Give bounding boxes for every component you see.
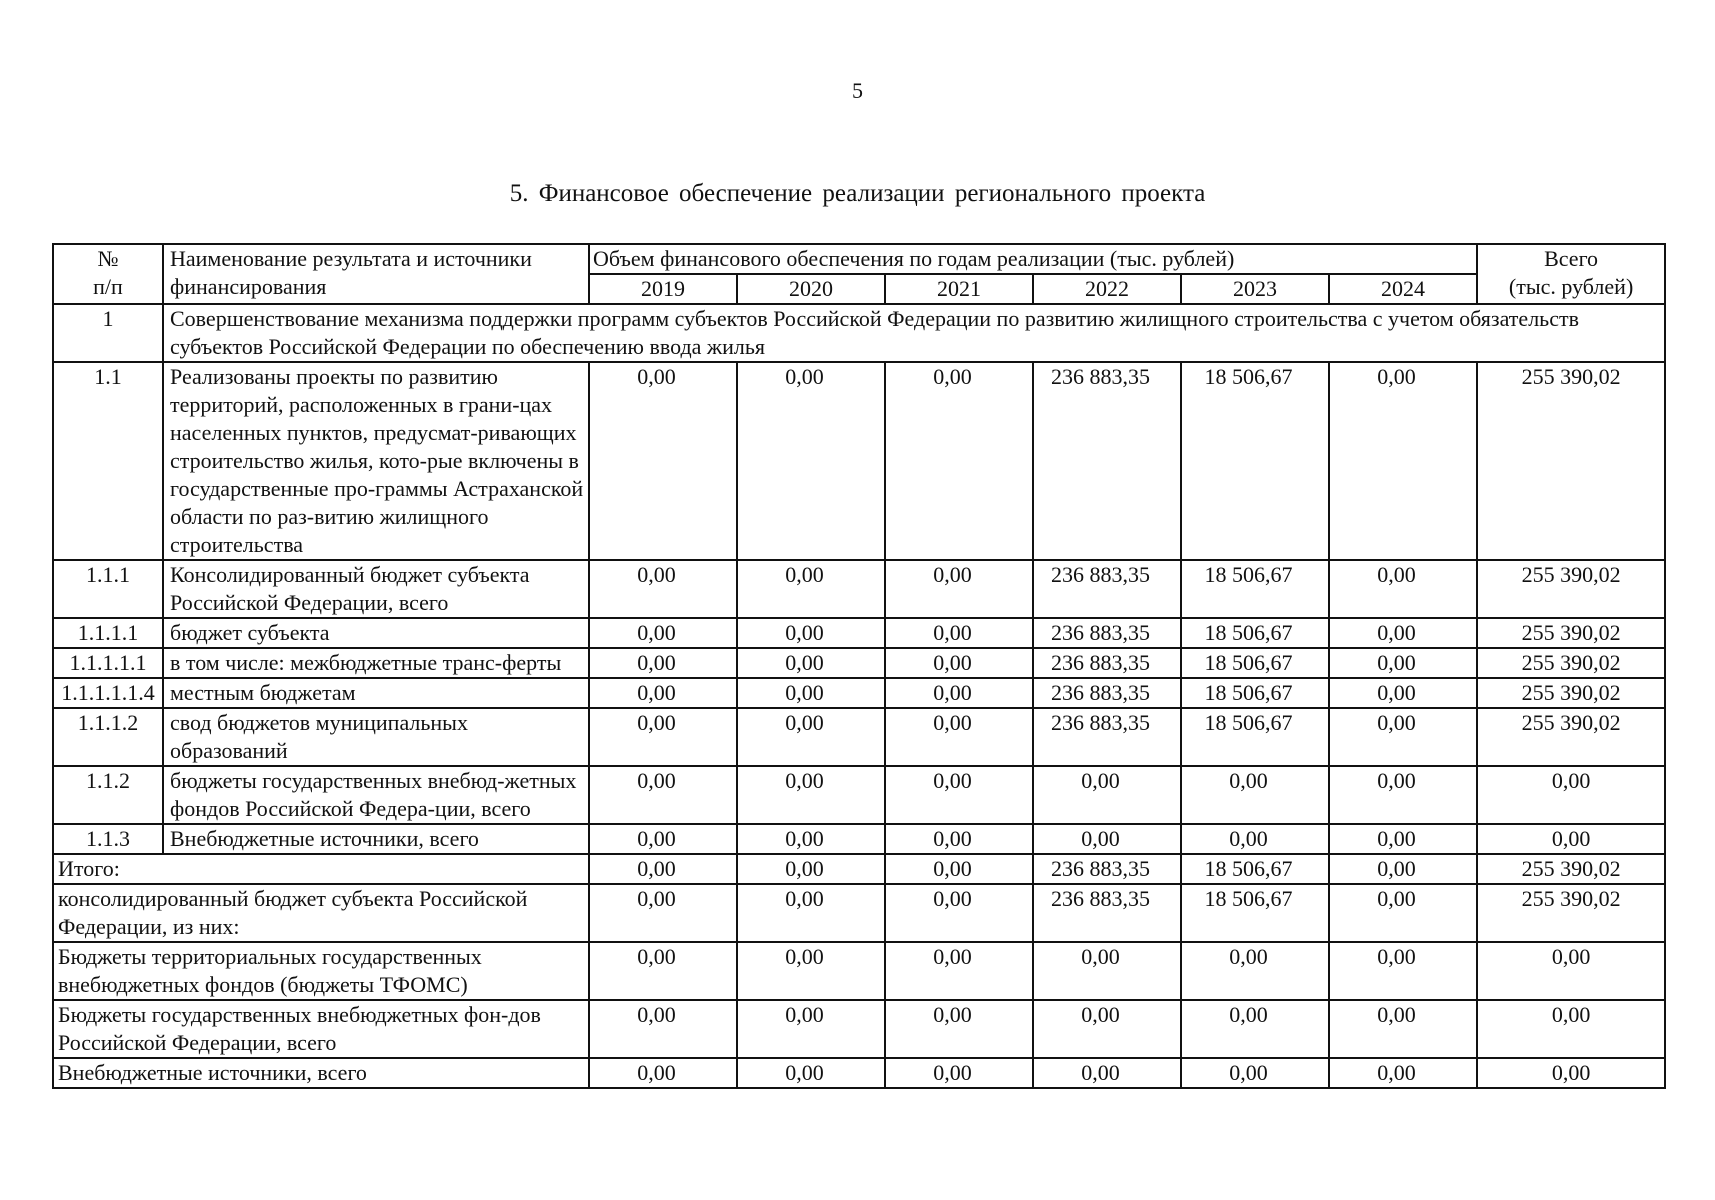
table-row <box>53 824 1665 854</box>
footer-value: 0,00 <box>1329 854 1477 884</box>
footer-total: 0,00 <box>1477 1000 1665 1058</box>
row-value: 0,00 <box>737 560 885 618</box>
header-year: 2019 <box>589 274 737 304</box>
table-row <box>53 618 1665 648</box>
row-value: 0,00 <box>589 362 737 560</box>
footer-value: 0,00 <box>1033 942 1181 1000</box>
header-total: Всего (тыс. рублей) <box>1477 244 1665 304</box>
section-row <box>53 304 1665 362</box>
footer-value: 18 506,67 <box>1181 884 1329 942</box>
row-name: Консолидированный бюджет субъекта Российской Федерации, всего <box>163 560 589 618</box>
footer-value: 0,00 <box>737 884 885 942</box>
footer-value: 0,00 <box>589 1058 737 1088</box>
row-value: 18 506,67 <box>1181 618 1329 648</box>
footer-name: Бюджеты территориальных государственных внебюджетных фондов (бюджеты ТФОМС) <box>53 942 589 1000</box>
header-num: № п/п <box>53 244 163 304</box>
row-number: 1.1.3 <box>53 824 163 854</box>
row-name: бюджеты государственных внебюд-жетных фондов Российской Федера-ции, всего <box>163 766 589 824</box>
row-value: 0,00 <box>1033 824 1181 854</box>
footer-value: 0,00 <box>1033 1058 1181 1088</box>
row-name: Внебюджетные источники, всего <box>163 824 589 854</box>
row-value: 0,00 <box>885 766 1033 824</box>
row-value: 0,00 <box>589 708 737 766</box>
footer-value: 0,00 <box>885 884 1033 942</box>
row-value: 0,00 <box>1329 560 1477 618</box>
row-number: 1.1.1.2 <box>53 708 163 766</box>
header-year: 2022 <box>1033 274 1181 304</box>
row-value: 236 883,35 <box>1033 708 1181 766</box>
row-value: 0,00 <box>885 648 1033 678</box>
row-value: 0,00 <box>1329 648 1477 678</box>
row-name: в том числе: межбюджетные транс-ферты <box>163 648 589 678</box>
footer-total: 255 390,02 <box>1477 854 1665 884</box>
row-total: 255 390,02 <box>1477 362 1665 560</box>
row-number: 1.1.1.1.1 <box>53 648 163 678</box>
row-value: 0,00 <box>885 824 1033 854</box>
footer-value: 18 506,67 <box>1181 854 1329 884</box>
footer-value: 0,00 <box>885 854 1033 884</box>
footer-row <box>53 1058 1665 1088</box>
row-total: 255 390,02 <box>1477 618 1665 648</box>
financing-table <box>52 243 1666 1089</box>
footer-value: 0,00 <box>1329 1000 1477 1058</box>
row-value: 0,00 <box>589 678 737 708</box>
row-value: 0,00 <box>737 648 885 678</box>
section-text: Совершенствование механизма поддержки программ субъектов Российской Федерации по развитию жилищного строительства с учетом обязательств субъектов Российской Федерации по обеспечению ввода жилья <box>163 304 1665 362</box>
row-value: 18 506,67 <box>1181 648 1329 678</box>
footer-value: 0,00 <box>1329 942 1477 1000</box>
row-value: 0,00 <box>589 560 737 618</box>
row-total: 255 390,02 <box>1477 648 1665 678</box>
row-number: 1.1 <box>53 362 163 560</box>
table-row <box>53 678 1665 708</box>
row-value: 0,00 <box>1181 824 1329 854</box>
footer-row <box>53 942 1665 1000</box>
row-value: 236 883,35 <box>1033 648 1181 678</box>
row-number: 1.1.1.1 <box>53 618 163 648</box>
row-total: 0,00 <box>1477 766 1665 824</box>
row-value: 0,00 <box>737 678 885 708</box>
footer-total: 255 390,02 <box>1477 884 1665 942</box>
table-row <box>53 648 1665 678</box>
table-row <box>53 708 1665 766</box>
row-value: 0,00 <box>885 678 1033 708</box>
row-value: 0,00 <box>885 708 1033 766</box>
footer-name: Бюджеты государственных внебюджетных фон-дов Российской Федерации, всего <box>53 1000 589 1058</box>
section-title: 5. Финансовое обеспечение реализации регионального проекта <box>509 180 1206 207</box>
section-num: 1 <box>53 304 163 362</box>
footer-total: 0,00 <box>1477 1058 1665 1088</box>
row-total: 255 390,02 <box>1477 678 1665 708</box>
footer-value: 236 883,35 <box>1033 884 1181 942</box>
footer-value: 0,00 <box>589 884 737 942</box>
row-name: свод бюджетов муниципальных образований <box>163 708 589 766</box>
row-value: 18 506,67 <box>1181 362 1329 560</box>
row-value: 18 506,67 <box>1181 708 1329 766</box>
row-name: местным бюджетам <box>163 678 589 708</box>
footer-value: 0,00 <box>1181 1000 1329 1058</box>
row-value: 0,00 <box>1329 618 1477 648</box>
row-total: 0,00 <box>1477 824 1665 854</box>
header-year: 2023 <box>1181 274 1329 304</box>
footer-row <box>53 854 1665 884</box>
row-name: Реализованы проекты по развитию территорий, расположенных в грани-цах населенных пунктов, предусмат-ривающих строительство жилья, кото-рые включены в государственные про-граммы Астраханской области по раз-витию жилищного строительства <box>163 362 589 560</box>
footer-name: Внебюджетные источники, всего <box>53 1058 589 1088</box>
row-number: 1.1.2 <box>53 766 163 824</box>
table-row <box>53 362 1665 560</box>
row-value: 236 883,35 <box>1033 618 1181 648</box>
page-number: 5 <box>852 78 863 103</box>
footer-value: 0,00 <box>737 854 885 884</box>
row-value: 0,00 <box>737 766 885 824</box>
header-row-1 <box>53 244 1665 274</box>
footer-value: 0,00 <box>737 942 885 1000</box>
footer-value: 0,00 <box>1181 942 1329 1000</box>
row-value: 0,00 <box>589 766 737 824</box>
table-row <box>53 560 1665 618</box>
header-volume: Объем финансового обеспечения по годам реализации (тыс. рублей) <box>589 244 1477 274</box>
footer-name: консолидированный бюджет субъекта Российской Федерации, из них: <box>53 884 589 942</box>
row-value: 236 883,35 <box>1033 678 1181 708</box>
footer-row <box>53 1000 1665 1058</box>
row-value: 0,00 <box>1329 766 1477 824</box>
row-number: 1.1.1.1.1.4 <box>53 678 163 708</box>
footer-value: 0,00 <box>737 1058 885 1088</box>
footer-value: 0,00 <box>1181 1058 1329 1088</box>
row-total: 255 390,02 <box>1477 560 1665 618</box>
row-total: 255 390,02 <box>1477 708 1665 766</box>
row-value: 0,00 <box>737 362 885 560</box>
row-value: 0,00 <box>737 618 885 648</box>
footer-value: 0,00 <box>1329 1058 1477 1088</box>
footer-value: 236 883,35 <box>1033 854 1181 884</box>
row-value: 236 883,35 <box>1033 362 1181 560</box>
row-value: 0,00 <box>737 824 885 854</box>
row-value: 0,00 <box>1181 766 1329 824</box>
row-value: 18 506,67 <box>1181 678 1329 708</box>
footer-value: 0,00 <box>737 1000 885 1058</box>
footer-name: Итого: <box>53 854 589 884</box>
row-value: 0,00 <box>1329 708 1477 766</box>
footer-value: 0,00 <box>885 942 1033 1000</box>
row-value: 0,00 <box>737 708 885 766</box>
row-value: 0,00 <box>885 362 1033 560</box>
row-value: 0,00 <box>1329 824 1477 854</box>
row-value: 0,00 <box>1329 678 1477 708</box>
row-value: 0,00 <box>589 824 737 854</box>
row-value: 0,00 <box>589 618 737 648</box>
row-value: 0,00 <box>1329 362 1477 560</box>
footer-value: 0,00 <box>1329 884 1477 942</box>
header-year: 2021 <box>885 274 1033 304</box>
footer-value: 0,00 <box>885 1000 1033 1058</box>
row-value: 18 506,67 <box>1181 560 1329 618</box>
footer-total: 0,00 <box>1477 942 1665 1000</box>
row-value: 236 883,35 <box>1033 560 1181 618</box>
row-value: 0,00 <box>885 560 1033 618</box>
footer-value: 0,00 <box>589 854 737 884</box>
footer-value: 0,00 <box>589 1000 737 1058</box>
header-name: Наименование результата и источники финансирования <box>163 244 589 304</box>
row-value: 0,00 <box>589 648 737 678</box>
header-year: 2020 <box>737 274 885 304</box>
table-row <box>53 766 1665 824</box>
row-name: бюджет субъекта <box>163 618 589 648</box>
row-number: 1.1.1 <box>53 560 163 618</box>
footer-value: 0,00 <box>885 1058 1033 1088</box>
row-value: 0,00 <box>885 618 1033 648</box>
footer-row <box>53 884 1665 942</box>
footer-value: 0,00 <box>589 942 737 1000</box>
row-value: 0,00 <box>1033 766 1181 824</box>
header-year: 2024 <box>1329 274 1477 304</box>
footer-value: 0,00 <box>1033 1000 1181 1058</box>
